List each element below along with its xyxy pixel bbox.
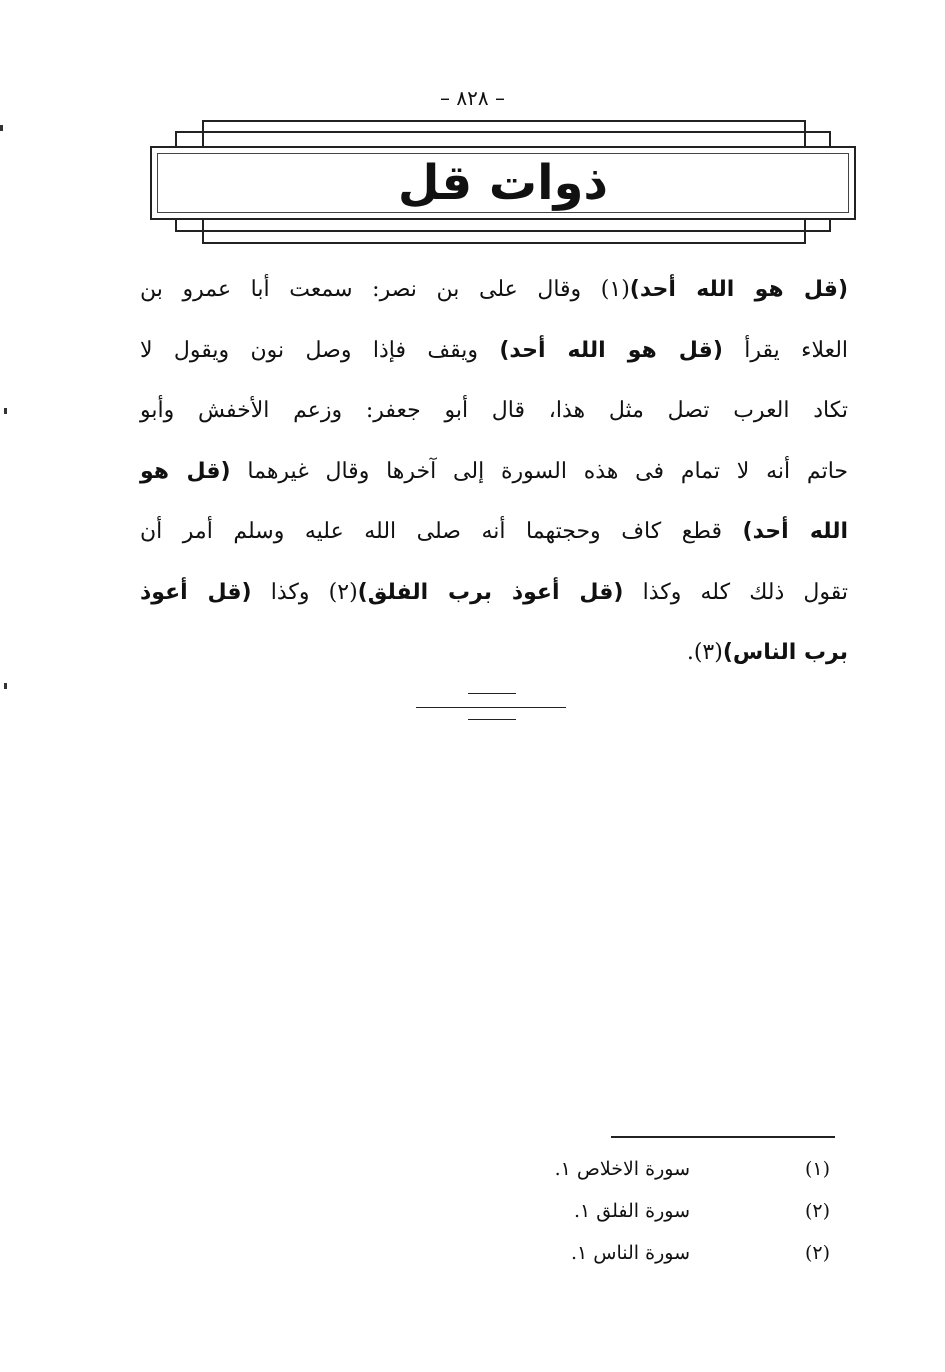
footnote-rule xyxy=(611,1136,835,1138)
body-text-segment: العلاء يقرأ xyxy=(722,337,849,363)
footnote-item xyxy=(0,1158,945,1190)
body-text-segment: (٢) وكذا xyxy=(251,579,358,605)
separator-line-middle xyxy=(416,707,566,708)
scan-speck xyxy=(4,408,7,414)
body-text xyxy=(140,260,848,684)
separator-line-bottom xyxy=(468,719,516,720)
footnote-text: سورة الفلق ١. xyxy=(573,1200,690,1222)
scan-speck xyxy=(4,683,7,689)
body-text-segment: تقول ذلك كله وكذا xyxy=(623,579,848,605)
title-frame-outer-bottom xyxy=(202,216,806,244)
footnote-number: (١) xyxy=(804,1158,830,1180)
body-line xyxy=(140,502,848,563)
body-line xyxy=(140,381,848,442)
footnote-text: سورة الاخلاص ١. xyxy=(554,1158,690,1180)
body-text-segment: قطع كاف وحجتهما أنه صلى الله عليه وسلم أمر أن xyxy=(140,519,743,544)
quran-quote: برب الناس) xyxy=(722,640,848,665)
footnote-item xyxy=(0,1200,945,1232)
body-text-segment: تكاد العرب تصل مثل هذا، قال أبو جعفر: وزعم الأخفش وأبو xyxy=(140,398,848,423)
body-line xyxy=(140,442,848,503)
separator-line-top xyxy=(468,693,516,694)
quran-quote: الله أحد) xyxy=(742,519,848,544)
body-text-segment: (١) وقال على بن نصر: سمعت أبا عمرو بن xyxy=(140,277,630,302)
scan-speck xyxy=(0,125,3,131)
section-title: ذوات قل xyxy=(397,155,609,211)
body-line xyxy=(140,623,848,684)
quran-quote: (قل هو الله أحد) xyxy=(499,337,723,363)
body-line xyxy=(140,260,848,321)
footnote-number: (٢) xyxy=(804,1242,830,1264)
title-inner-frame xyxy=(157,153,849,213)
footnote-number: (٢) xyxy=(804,1200,830,1222)
body-line xyxy=(140,563,848,624)
quran-quote: (قل هو xyxy=(140,458,231,484)
footnote-item xyxy=(0,1242,945,1274)
body-text-segment: حاتم أنه لا تمام فى هذه السورة إلى آخرها وقال غيرهما xyxy=(230,458,848,484)
quran-quote: (قل أعوذ برب الفلق) xyxy=(357,579,624,605)
body-line xyxy=(140,321,848,382)
title-box xyxy=(150,146,856,220)
quran-quote: (قل أعوذ xyxy=(140,579,252,605)
body-text-segment: (٣). xyxy=(686,640,723,665)
footnote-text: سورة الناس ١. xyxy=(571,1242,690,1264)
body-text-segment: ويقف فإذا وصل نون ويقول لا xyxy=(140,337,500,363)
quran-quote: (قل هو الله أحد) xyxy=(629,277,849,302)
page-number: – ٨٢٨ – xyxy=(440,86,505,110)
